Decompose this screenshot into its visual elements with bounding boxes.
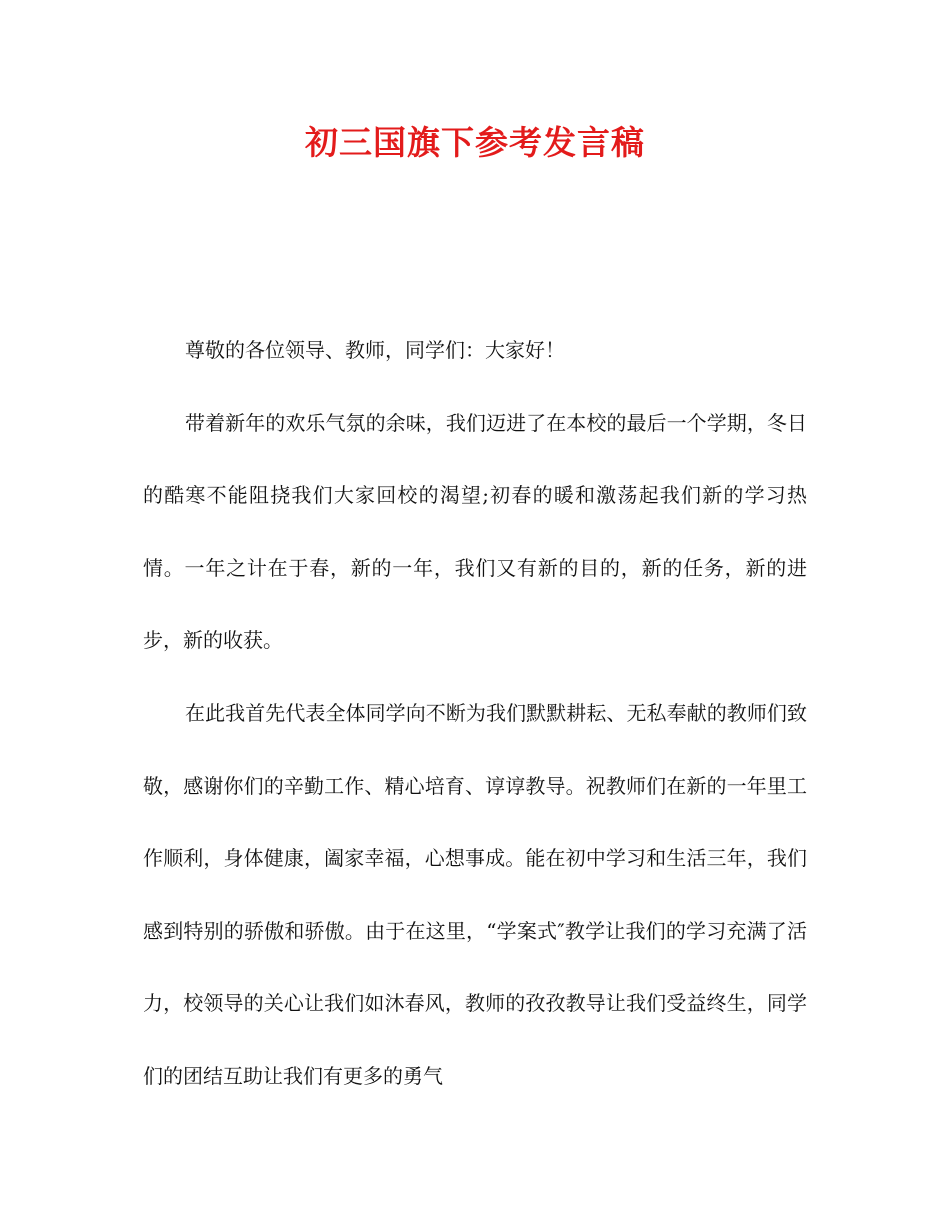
paragraph-new-semester: 带着新年的欢乐气氛的余味，我们迈进了在本校的最后一个学期，冬日的酷寒不能阻挠我们大家回校的渴望;初春的暖和激荡起我们新的学习热情。一年之计在于春，新的一年，我们又有新的目的，新的任务，新的进步，新的收获。 (143, 410, 807, 653)
page-title: 初三国旗下参考发言稿 (305, 123, 645, 162)
document-body (143, 314, 807, 1113)
paragraph-thanks-teachers: 在此我首先代表全体同学向不断为我们默默耕耘、无私奉献的教师们致敬，感谢你们的辛勤工作、精心培育、谆谆教导。祝教师们在新的一年里工作顺利，身体健康，阖家幸福，心想事成。能在初中学习和生活三年，我们感到特别的骄傲和骄傲。由于在这里，“学案式″教学让我们的学习充满了活力，校领导的关心让我们如沐春风，教师的孜孜教导让我们受益终生，同学们的团结互助让我们有更多的勇气 (143, 700, 807, 1088)
paragraph-greeting: 尊敬的各位领导、教师，同学们：大家好！ (185, 338, 565, 362)
